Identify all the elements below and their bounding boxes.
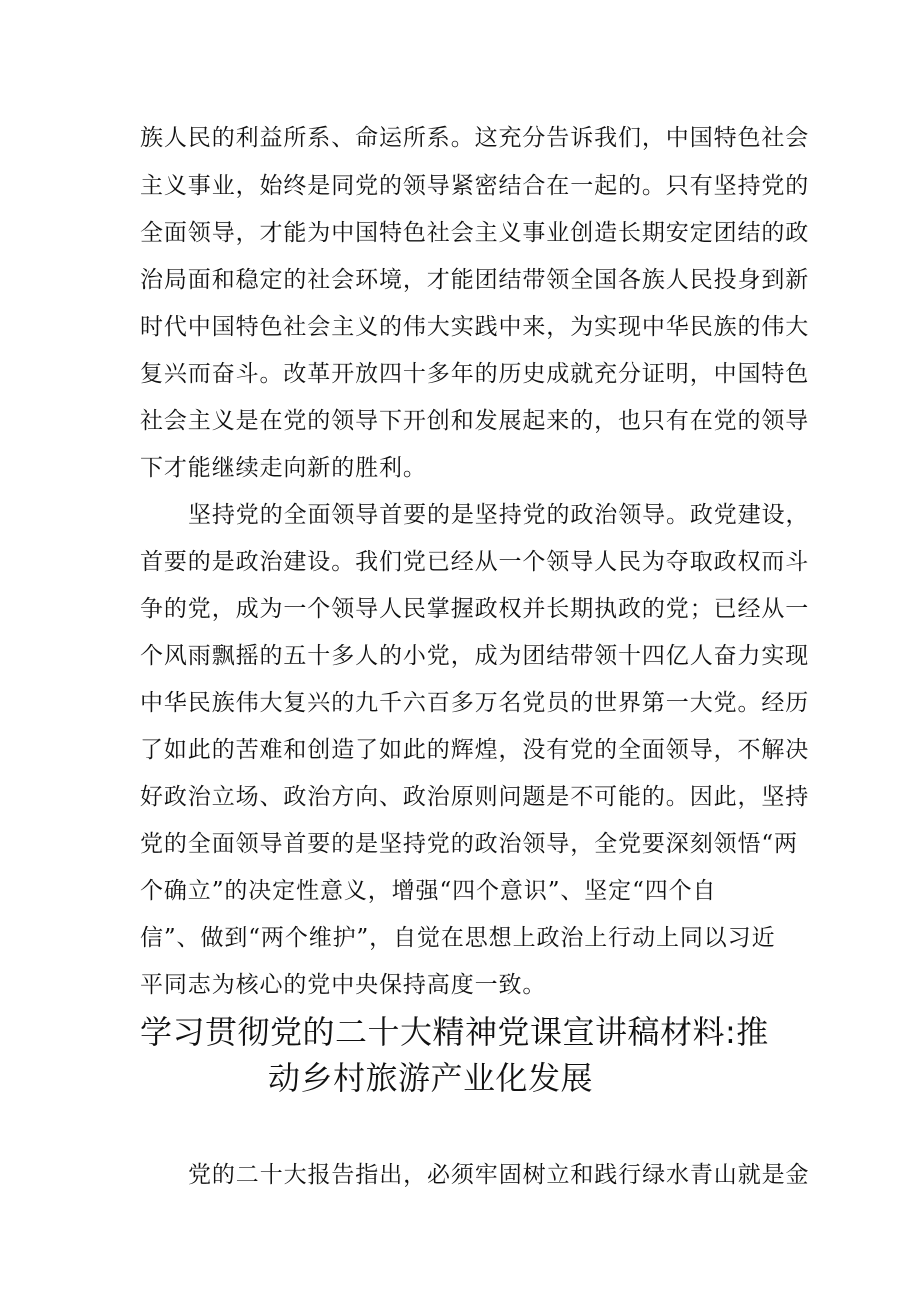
text-line: 好政治立场、政治方向、政治原则问题是不可能的。因此，坚持 bbox=[140, 784, 810, 810]
text-line: 下才能继续走向新的胜利。 bbox=[140, 455, 427, 481]
text-line: 族人民的利益所系、命运所系。这充分告诉我们，中国特色社会 bbox=[140, 125, 810, 151]
text-line: 争的党，成为一个领导人民掌握政权并长期执政的党；已经从一 bbox=[140, 596, 810, 622]
text-line: 坚持党的全面领导首要的是坚持党的政治领导。政党建设， bbox=[188, 502, 810, 528]
text-line: 个确立”的决定性意义，增强“四个意识”、坚定“四个自 bbox=[140, 878, 717, 904]
text-line: 时代中国特色社会主义的伟大实践中来，为实现中华民族的伟大 bbox=[140, 314, 810, 340]
text-line: 党的二十大报告指出，必须牢固树立和践行绿水青山就是金 bbox=[188, 1162, 810, 1188]
text-line: 治局面和稳定的社会环境，才能团结带领全国各族人民投身到新 bbox=[140, 267, 810, 293]
text-line: 复兴而奋斗。改革开放四十多年的历史成就充分证明，中国特色 bbox=[140, 361, 810, 387]
text-line: 首要的是政治建设。我们党已经从一个领导人民为夺取政权而斗 bbox=[140, 549, 810, 575]
text-line: 党的全面领导首要的是坚持党的政治领导，全党要深刻领悟“两 bbox=[140, 831, 798, 857]
text-line: 平同志为核心的党中央保持高度一致。 bbox=[140, 972, 547, 998]
heading-line-2: 动乡村旅游产业化发展 bbox=[268, 1059, 594, 1097]
text-line: 社会主义是在党的领导下开创和发展起来的，也只有在党的领导 bbox=[140, 408, 810, 434]
text-line: 信”、做到“两个维护”，自觉在思想上政治上行动上同以习近 bbox=[140, 925, 776, 951]
text-line: 个风雨飘摇的五十多人的小党，成为团结带领十四亿人奋力实现 bbox=[140, 643, 810, 669]
text-line: 主义事业，始终是同党的领导紧密结合在一起的。只有坚持党的 bbox=[140, 173, 810, 199]
heading-line-1: 学习贯彻党的二十大精神党课宣讲稿材料:推 bbox=[140, 1013, 769, 1051]
text-line: 中华民族伟大复兴的九千六百多万名党员的世界第一大党。经历 bbox=[140, 690, 810, 716]
text-line: 全面领导，才能为中国特色社会主义事业创造长期安定团结的政 bbox=[140, 220, 810, 246]
text-line: 了如此的苦难和创造了如此的辉煌，没有党的全面领导，不解决 bbox=[140, 737, 810, 763]
